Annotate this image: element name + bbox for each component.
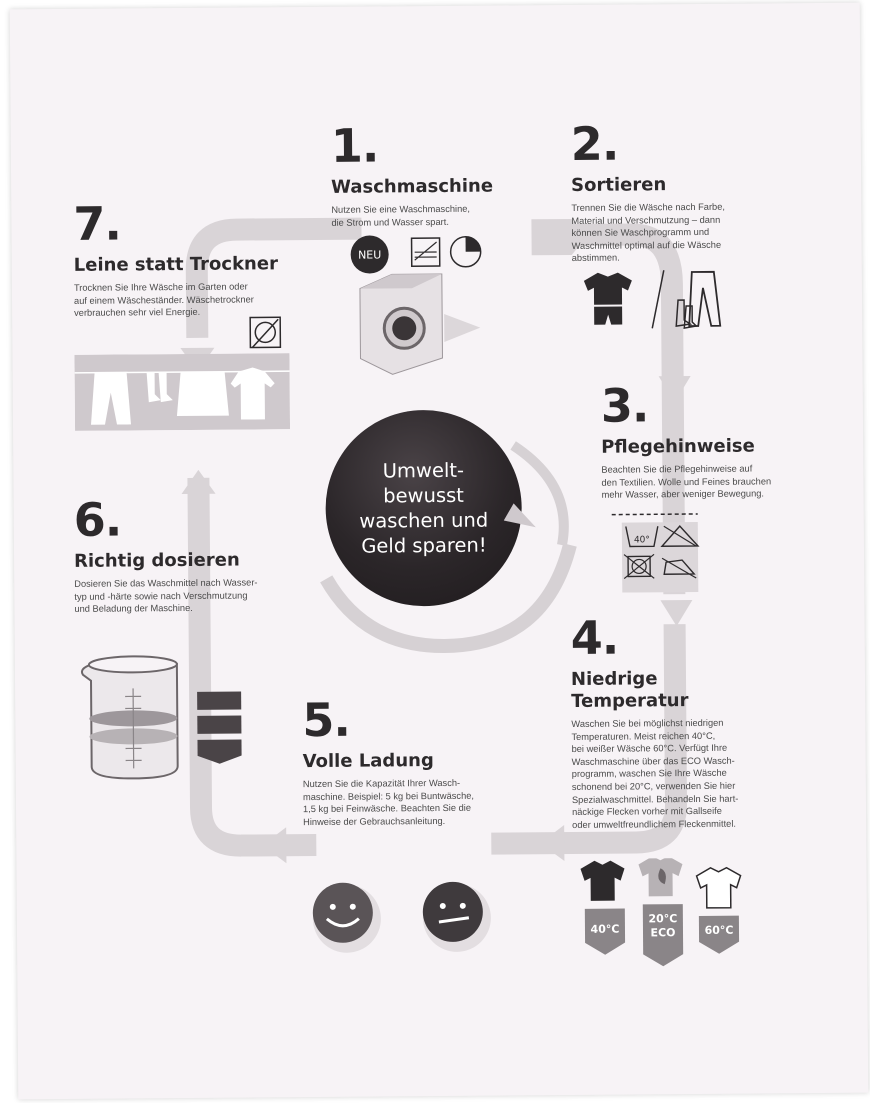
step-5-line: Hinweise der Gebrauchsanleitung. (303, 815, 446, 827)
step-3-line: Beachten Sie die Pflegehinweise auf (601, 463, 753, 475)
step-1-line: Nutzen Sie eine Waschmaschine, (331, 203, 471, 215)
step-2-line: können Sie Waschprogramm und (571, 227, 710, 239)
step-6 (73, 492, 290, 615)
step-4-title-line: Temperatur (571, 690, 689, 712)
step-7-text (74, 280, 299, 320)
step-7-line: Trocknen Sie Ihre Wäsche im Garten oder (73, 281, 248, 293)
step-2-number: 2. (570, 116, 619, 171)
step-4-number: 4. (570, 610, 619, 665)
step-6-line: und Beladung der Maschine. (74, 603, 193, 615)
brochure-page (10, 3, 869, 1100)
step-2-line: abstimmen. (571, 252, 620, 264)
step-7-title: Leine statt Trockner (73, 253, 278, 276)
step-1-number: 1. (330, 118, 379, 173)
step-7-line: auf einem Wäscheständer. Wäschetrockner (73, 294, 254, 306)
slogan-line-2: bewusst (383, 483, 464, 508)
care-temp-label: 40° (633, 535, 650, 546)
step-3-title: Pflegehinweise (601, 435, 755, 458)
step-4-line: bei weißer Wäsche 60°C. Verfügt Ihre (571, 742, 728, 755)
step-4-line: Waschen Sie bei möglichst niedrigen (571, 717, 724, 729)
step-4-line: schonend bei 20°C, verwenden Sie hier (571, 780, 736, 792)
slogan-line-3: waschen und (359, 508, 489, 533)
step-7-line: verbrauchen sehr viel Energie. (74, 307, 201, 319)
sorting-clothes-icon (580, 266, 731, 339)
step-5-title: Volle Ladung (302, 750, 434, 773)
step-1-title: Waschmaschine (331, 175, 494, 198)
step-3-line: mehr Wasser, aber weniger Bewegung. (601, 488, 765, 500)
step-7-number: 7. (73, 196, 122, 251)
step-4-line: Spezialwaschmittel. Behandeln Sie hart- (571, 793, 739, 805)
slogan-line-1: Umwelt- (382, 458, 465, 483)
step-6-line: typ und -härte sowie nach Verschmutzung (74, 590, 248, 602)
load-smiley-icons (307, 873, 508, 955)
care-label-icon (610, 512, 701, 595)
step-1 (330, 118, 532, 229)
step-3-text (601, 462, 811, 501)
no-dryer-icon (248, 315, 284, 351)
temp-20-label: 20°C (648, 912, 678, 926)
step-4-text (571, 716, 787, 831)
temperature-shirts-icon (572, 857, 763, 968)
step-3-line: den Textilien. Wolle und Feines brauchen (601, 475, 772, 488)
step-4-line: näckige Flecken vorher mit Gallseife (572, 805, 722, 818)
step-3 (600, 378, 812, 501)
step-4 (570, 610, 788, 831)
step-5-line: 1,5 kg bei Feinwäsche. Beachten Sie die (302, 802, 472, 815)
step-6-title: Richtig dosieren (73, 549, 240, 572)
temp-40-label: 40°C (590, 922, 620, 936)
step-5-number: 5. (302, 692, 351, 748)
step-5-line: Nutzen Sie die Kapazität Ihrer Wasch- (302, 777, 461, 790)
step-2-text (571, 200, 776, 265)
temp-60-label: 60°C (704, 923, 734, 937)
step-4-line: Waschmaschine über das ECO Wasch- (571, 755, 735, 767)
step-7 (73, 196, 299, 320)
step-3-number: 3. (600, 378, 649, 433)
step-1-line: die Strom und Wasser spart. (331, 216, 449, 228)
washing-machine-icon (341, 230, 492, 381)
step-5-line: maschine. Beispiel: 5 kg bei Buntwäsche, (302, 790, 475, 802)
eco-label: ECO (650, 926, 676, 940)
center-slogan-circle (325, 409, 523, 607)
step-2-line: Material und Verschmutzung – dann (571, 214, 721, 226)
step-6-number: 6. (73, 492, 122, 547)
step-5-text (303, 776, 518, 828)
step-6-line: Dosieren Sie das Waschmittel nach Wasser- (74, 577, 258, 589)
center-slogan (338, 457, 509, 558)
new-badge: NEU (358, 248, 382, 262)
step-4-line: Temperaturen. Meist reichen 40°C, (571, 730, 716, 742)
measuring-cup-icon (77, 647, 258, 788)
step-4-line: oder umweltfreundlichem Fleckenmittel. (572, 818, 736, 830)
step-2 (570, 116, 777, 265)
step-4-title (571, 667, 786, 713)
swirl-arrow-icon (503, 475, 543, 535)
step-4-title-line: Niedrige (570, 668, 658, 690)
step-4-line: programm, waschen Sie Ihre Wäsche (571, 768, 727, 780)
step-2-line: Waschmittel optimal auf die Wäsche (571, 239, 722, 251)
step-2-title: Sortieren (571, 174, 667, 196)
step-6-text (74, 576, 289, 615)
step-1-text (331, 202, 531, 229)
step-5 (302, 692, 518, 828)
slogan-line-4: Geld sparen! (361, 533, 487, 558)
clothesline-icon (74, 353, 290, 431)
step-2-line: Trennen Sie die Wäsche nach Farbe, (571, 201, 726, 213)
